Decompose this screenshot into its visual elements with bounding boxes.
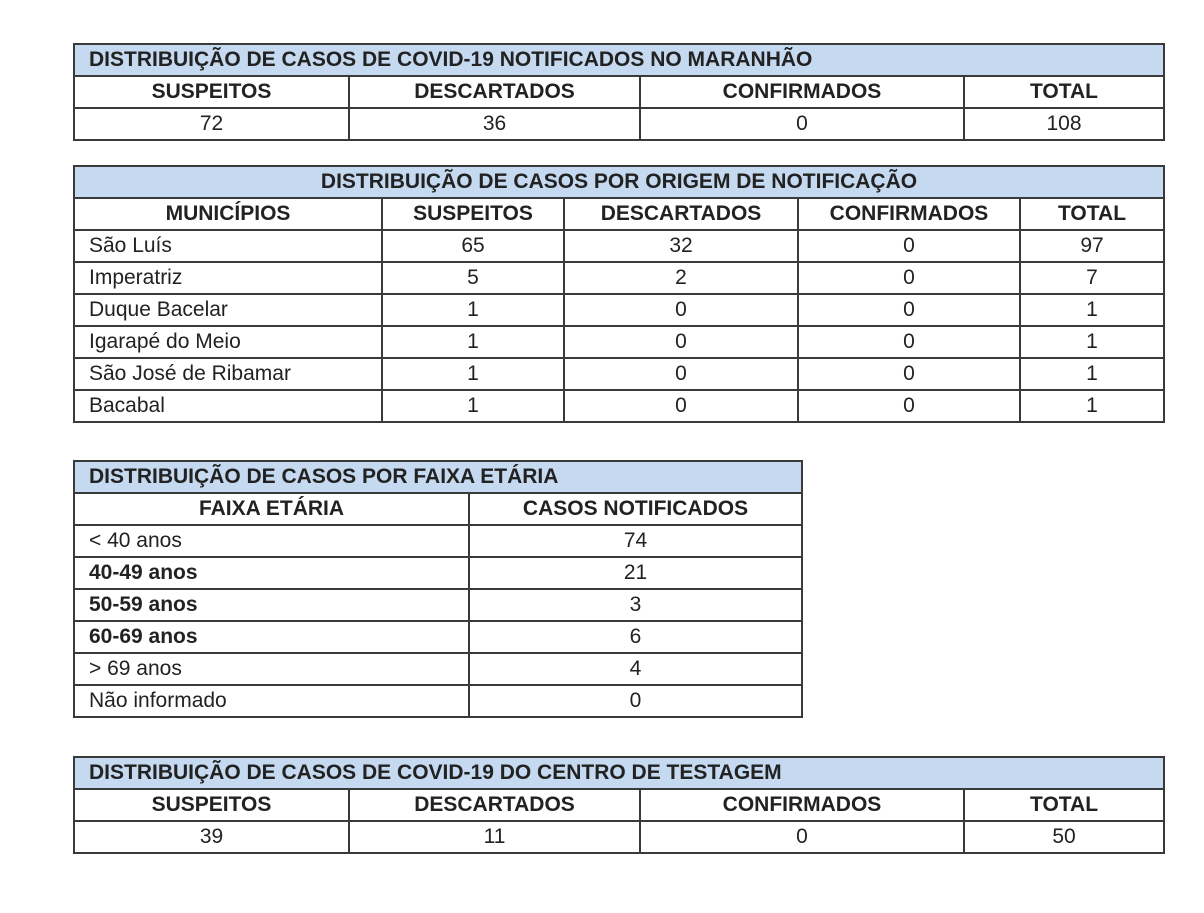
cell-casos: 6: [469, 621, 802, 653]
origin-cases-table: [73, 165, 1165, 423]
cell-municipio: Bacabal: [74, 390, 382, 422]
column-header-confirmados: CONFIRMADOS: [798, 198, 1020, 230]
cell-casos: 0: [469, 685, 802, 717]
cell-faixa: 50-59 anos: [74, 589, 469, 621]
cell-descartados: 11: [349, 821, 640, 853]
column-header-descartados: DESCARTADOS: [349, 76, 640, 108]
cell-confirmados: 0: [798, 230, 1020, 262]
cell-total: 50: [964, 821, 1164, 853]
cell-descartados: 0: [564, 358, 798, 390]
column-header-confirmados: CONFIRMADOS: [640, 76, 964, 108]
cell-faixa: > 69 anos: [74, 653, 469, 685]
cell-casos: 21: [469, 557, 802, 589]
cell-confirmados: 0: [798, 326, 1020, 358]
column-header-suspeitos: SUSPEITOS: [382, 198, 564, 230]
cell-confirmados: 0: [798, 294, 1020, 326]
cell-total: 1: [1020, 326, 1164, 358]
column-header-municipios: MUNICÍPIOS: [74, 198, 382, 230]
cell-municipio: São José de Ribamar: [74, 358, 382, 390]
cell-confirmados: 0: [640, 108, 964, 140]
table-title: DISTRIBUIÇÃO DE CASOS POR ORIGEM DE NOTIFICAÇÃO: [74, 166, 1164, 198]
age-range-table: [73, 460, 803, 718]
column-header-total: TOTAL: [964, 76, 1164, 108]
column-header-casos-notificados: CASOS NOTIFICADOS: [469, 493, 802, 525]
table-title: DISTRIBUIÇÃO DE CASOS DE COVID-19 NOTIFICADOS NO MARANHÃO: [74, 44, 1164, 76]
table-row: [74, 685, 802, 717]
table-title: DISTRIBUIÇÃO DE CASOS POR FAIXA ETÁRIA: [74, 461, 802, 493]
cell-faixa: 40-49 anos: [74, 557, 469, 589]
cell-suspeitos: 1: [382, 326, 564, 358]
cell-total: 108: [964, 108, 1164, 140]
cell-municipio: Igarapé do Meio: [74, 326, 382, 358]
cell-municipio: São Luís: [74, 230, 382, 262]
table-row: [74, 262, 1164, 294]
cell-confirmados: 0: [798, 262, 1020, 294]
testing-center-table: [73, 756, 1165, 854]
table-row: [74, 557, 802, 589]
cell-descartados: 0: [564, 326, 798, 358]
cell-descartados: 36: [349, 108, 640, 140]
table-row: [74, 390, 1164, 422]
cell-suspeitos: 1: [382, 358, 564, 390]
column-header-suspeitos: SUSPEITOS: [74, 76, 349, 108]
cell-confirmados: 0: [798, 358, 1020, 390]
cell-casos: 4: [469, 653, 802, 685]
cell-suspeitos: 5: [382, 262, 564, 294]
cell-casos: 3: [469, 589, 802, 621]
column-header-total: TOTAL: [964, 789, 1164, 821]
cell-total: 1: [1020, 358, 1164, 390]
cell-total: 7: [1020, 262, 1164, 294]
table-row: [74, 821, 1164, 853]
cell-total: 1: [1020, 294, 1164, 326]
cell-faixa: < 40 anos: [74, 525, 469, 557]
table-row: [74, 294, 1164, 326]
table-title: DISTRIBUIÇÃO DE CASOS DE COVID-19 DO CENTRO DE TESTAGEM: [74, 757, 1164, 789]
table-row: [74, 525, 802, 557]
table-row: [74, 653, 802, 685]
table-row: [74, 621, 802, 653]
cell-descartados: 32: [564, 230, 798, 262]
column-header-descartados: DESCARTADOS: [349, 789, 640, 821]
cell-suspeitos: 65: [382, 230, 564, 262]
table-row: [74, 230, 1164, 262]
cell-municipio: Imperatriz: [74, 262, 382, 294]
cell-descartados: 0: [564, 390, 798, 422]
cell-total: 1: [1020, 390, 1164, 422]
column-header-faixa-etaria: FAIXA ETÁRIA: [74, 493, 469, 525]
cell-total: 97: [1020, 230, 1164, 262]
cell-suspeitos: 39: [74, 821, 349, 853]
cell-suspeitos: 1: [382, 294, 564, 326]
maranhao-cases-table: [73, 43, 1165, 141]
cell-descartados: 0: [564, 294, 798, 326]
cell-suspeitos: 72: [74, 108, 349, 140]
table-row: [74, 108, 1164, 140]
column-header-total: TOTAL: [1020, 198, 1164, 230]
cell-confirmados: 0: [640, 821, 964, 853]
table-row: [74, 358, 1164, 390]
cell-casos: 74: [469, 525, 802, 557]
cell-municipio: Duque Bacelar: [74, 294, 382, 326]
column-header-confirmados: CONFIRMADOS: [640, 789, 964, 821]
column-header-suspeitos: SUSPEITOS: [74, 789, 349, 821]
table-row: [74, 326, 1164, 358]
cell-faixa: 60-69 anos: [74, 621, 469, 653]
table-row: [74, 589, 802, 621]
cell-descartados: 2: [564, 262, 798, 294]
cell-faixa: Não informado: [74, 685, 469, 717]
cell-confirmados: 0: [798, 390, 1020, 422]
cell-suspeitos: 1: [382, 390, 564, 422]
column-header-descartados: DESCARTADOS: [564, 198, 798, 230]
